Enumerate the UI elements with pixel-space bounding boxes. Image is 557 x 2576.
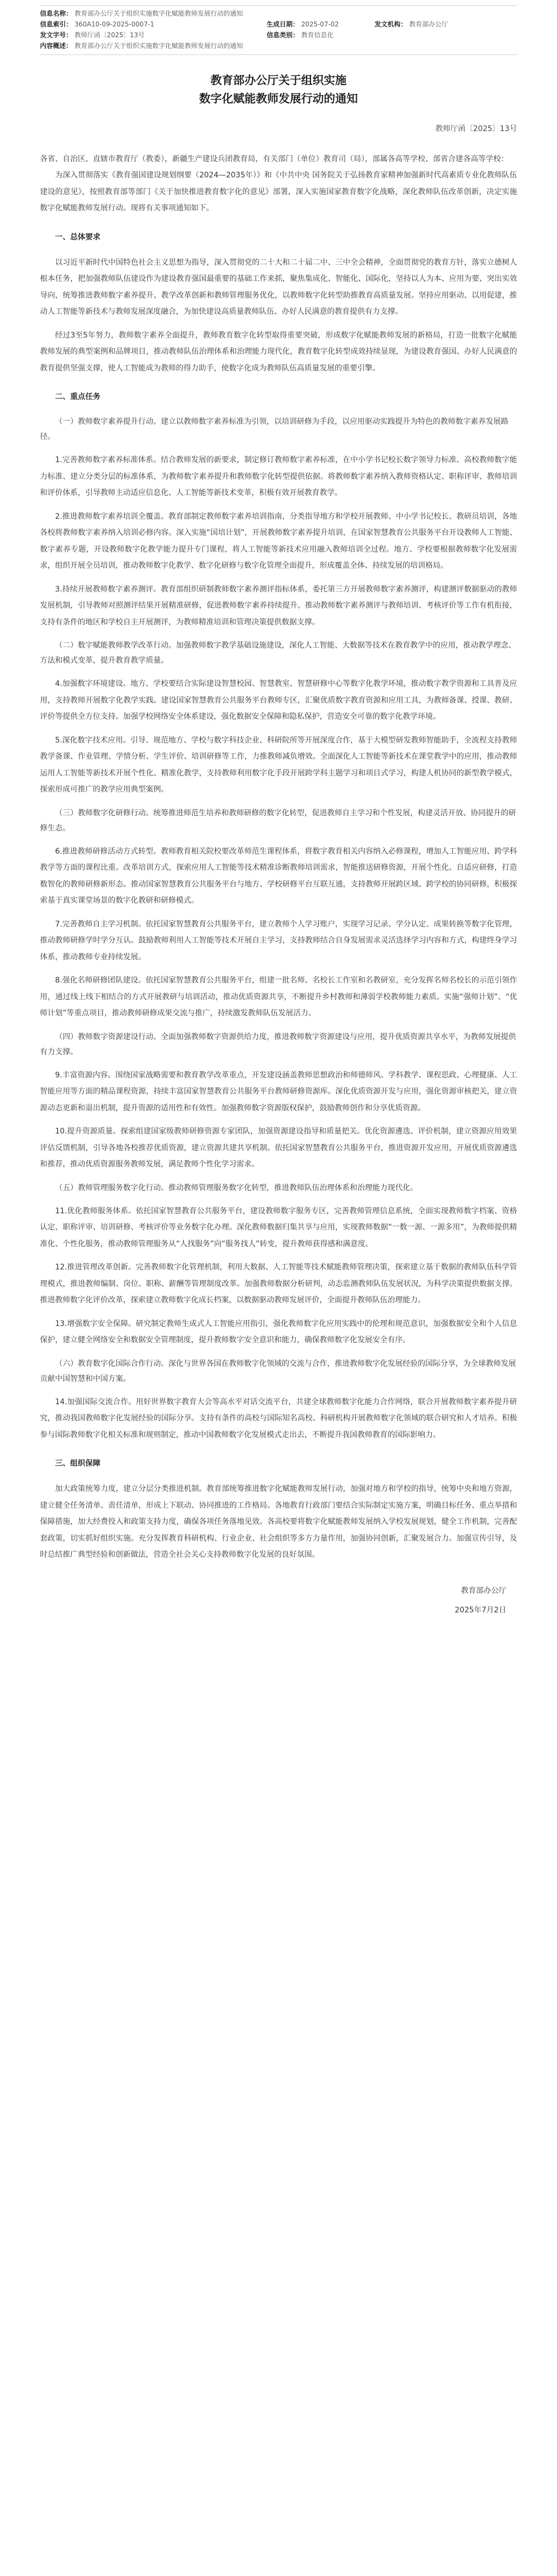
task-paragraph: 6.推进教师研修活动方式转型。教师教育相关院校要改革师范生课程体系，将数字教育相关内容纳入必修课程，增加人工智能应用、跨学科教学等方面的课程比重。改革培训方式，探索应用人工智能等技术精准诊断教师培训需求，智能推送研修资源，开展个性化、自适应研修，打造数智化的教师研修新形态。推动国家智慧教育公共服务平台与地方、学校研修平台互联互通，支持教师开展跨区域、跨学校的协同研修，积极探索基于真实课堂场景的数字化教研和研修模式。 (40, 847, 517, 905)
task-paragraph: 9.丰富资源内容。围绕国家战略需要和教育教学改革重点，开发建设涵盖教师思想政治和师德师风、学科教学、课程思政、心理健康、人工智能应用等方面的精品课程资源，持续丰富国家智慧教育公共服务平台教师研修资源库。深化优质资源开发与应用，强化资源审核把关，建立资源动态更新和退出机制，提升资源的适用性和有效性。加强教师数字资源版权保护，鼓励教师创作和分享优质资源。 (40, 1070, 517, 1112)
info-name-value: 教育部办公厅关于组织实施数字化赋能教师发展行动的通知 (74, 10, 243, 17)
section-heading-general-requirements: 一、总体要求 (55, 232, 100, 242)
task-paragraph: 11.优化教师服务体系。依托国家智慧教育公共服务平台，建设教师数字服务专区，完善教师管理信息系统，全面实现教师数字档案、资格认定、职称评审、培训研修、考核评价等业务数字化办理。深化教师数据归集共享与应用，实现教师数据“一数一源、一源多用”，为教师提供精准化、个性化服务，推动教师管理服务从“人找服务”向“服务找人”转变，提升教师获得感和满意度。 (40, 1206, 517, 1248)
subsection-heading: （六）教育数字化国际合作行动。深化与世界各国在教师数字化领域的交流与合作，推进教师数字化发展经验的国际分享，为全球教师发展贡献中国智慧和中国方案。 (40, 1359, 516, 1383)
info-index-value: 360A10-09-2025-0007-1 (74, 20, 154, 28)
document-number: 教师厅函〔2025〕13号 (435, 125, 517, 133)
info-name-label: 信息名称： (40, 10, 73, 17)
title-line-1: 教育部办公厅关于组织实施 (210, 74, 347, 87)
task-paragraph: 7.完善教师自主学习机制。依托国家智慧教育公共服务平台，建立教师个人学习账户，实现学习记录、学分认定、成果转换等数字化管理，推动教师研修学时学分互认。鼓励教师利用人工智能等技术开展自主学习，支持教师结合自身发展需求灵活选择学习内容和方式，构建终身学习体系，推动教师专业持续发展。 (40, 919, 517, 961)
gen-date-field (267, 19, 375, 30)
addressee: 各省、自治区、直辖市教育厅（教委），新疆生产建设兵团教育局，有关部门（单位）教育司（局），部属各高等学校、部省合建各高等学校： (40, 155, 508, 163)
task-paragraph: 14.加强国际交流合作。用好世界数字教育大会等高水平对话交流平台，共建全球教师数字化能力合作网络，联合开展教师数字素养提升研究，推动我国教师数字化发展经验的国际分享。支持有条件的高校与国际知名高校、科研机构开展教师数字化领域的联合研究和人才培养。积极参与国际教师数字化相关标准和规则制定，推动中国教师数字化发展模式走出去，不断提升我国教师教育的国际影响力。 (40, 1397, 517, 1439)
task-paragraph: 3.持续开展教师数字素养测评。教育部组织研制教师数字素养测评指标体系，委托第三方开展教师数字素养测评，构建测评数据驱动的教师发展机制，引导教师对照测评结果开展精准研修，促进教师数字素养持续提升。推动教师数字素养测评与教师培训、考核评价等工作有机衔接，支持有条件的地区和学校自主开展测评，为教师精准培训和管理决策提供数据支撑。 (40, 585, 517, 627)
document-title (40, 71, 517, 108)
summary-value: 教育部办公厅关于组织实施数字化赋能教师发展行动的通知 (74, 42, 243, 50)
metadata-row (40, 19, 517, 30)
subsection-heading: （四）教师数字资源建设行动。全面加强教师数字资源供给力度，推进教师数字资源建设与应用，提升优质资源共享水平，为教师发展提供有力支撑。 (40, 1032, 516, 1056)
subsection-heading: （一）教师数字素养提升行动。建立以教师数字素养标准为引领，以培训研修为手段，以应用驱动实践提升为特色的教师数字素养发展路径。 (40, 417, 508, 441)
doc-number-label: 发文字号： (40, 31, 73, 39)
task-paragraph: 13.增强数字安全保障。研究制定教师生成式人工智能应用指引，强化教师数字化应用实践中的伦理和规范意识，加强数据安全和个人信息保护，建立健全网络安全和数据安全管理制度，提升教师数字安全意识和能力，确保教师数字化发展安全有序。 (40, 1319, 517, 1344)
section-heading-organizational-support: 三、组织保障 (55, 1459, 100, 1468)
subsection-heading: （五）教师管理服务数字化行动。推动教师管理服务数字化转型，推进教师队伍治理体系和治理能力现代化。 (55, 1183, 418, 1192)
section-heading-key-tasks: 二、重点任务 (55, 393, 100, 401)
task-paragraph: 10.提升资源质量。探索组建国家级教师研修资源专家团队，加强资源建设指导和质量把关。优化资源遴选、评价机制，建立资源应用效果评估反馈机制，引导各地各校推荐优质资源，建立资源共建共享机制。依托国家智慧教育公共服务平台，推进资源开发应用，开展优质资源遴选和推荐，推动优质资源服务教师发展，满足教师个性化学习需求。 (40, 1127, 517, 1169)
gen-date-label: 生成日期： (267, 20, 300, 28)
intro-paragraph: 为深入贯彻落实《教育强国建设规划纲要（2024—2035年）》和《中共中央 国务院关于弘扬教育家精神加强新时代高素质专业化教师队伍建设的意见》，按照教育部等部门《关于加快推进教育数字化的意见》部署，深入实施国家教育数字化战略，深化教师队伍改革创新，决定实施数字化赋能教师发展行动。现将有关事项通知如下。 (40, 171, 517, 212)
metadata-row (40, 8, 517, 19)
body-paragraph: 经过3至5年努力，教师数字素养全面提升，教师教育数字化转型取得重要突破，形成数字化赋能教师发展的新格局，打造一批数字化赋能教师发展的典型案例和品牌项目，推动教师队伍治理体系和治理能力现代化，教育数字化转型成效持续显现，为建设教育强国、办好人民满意的教育提供坚强支撑，使人工智能成为教师的得力助手，使数字化成为教师队伍高质量发展的重要引擎。 (40, 331, 517, 373)
task-paragraph: 5.深化数字技术应用。引导、规范地方、学校与数字科技企业、科研院所等开展深度合作，基于大模型研发教师智能助手，全流程支持教师教学备课、作业管理、学情分析、学生评价、培训研修等工作，力推教师减负增效。全面深化人工智能等新技术在课堂教学中的应用，推动教师运用人工智能等新技术开展个性化、精准化教学，支持教师利用数字化手段开展跨学科主题学习和项目式学习，构建人机协同的新型教学模式，探索形成可推广的教学应用典型案例。 (40, 736, 517, 794)
metadata-row (40, 30, 517, 40)
issuer-signature: 教育部办公厅 (461, 1586, 506, 1595)
info-index-field (40, 19, 267, 30)
summary-label: 内容概述： (40, 42, 73, 50)
summary-field (40, 40, 243, 51)
category-field (267, 30, 375, 40)
info-index-label: 信息索引： (40, 20, 73, 28)
task-paragraph: 4.加强数字环境建设。地方、学校要结合实际建设智慧校园、智慧教室、智慧研修中心等数字化教学环境，推动数字教学资源和工具普及应用，支持教师开展数字化教学实践。建设国家智慧教育公共服务平台教师专区，汇聚优质数字教育资源和应用工具，为教师备课、授课、教研、评价等提供全方位支持。加强学校网络安全体系建设，强化数据安全保障和隐私保护，营造安全可靠的数字化教学环境。 (40, 679, 517, 721)
gen-date-value: 2025-07-02 (301, 20, 339, 28)
task-paragraph: 1.完善教师数字素养标准体系。结合教师发展的新要求，制定修订教师数字素养标准，在中小学书记校长数字领导力标准、高校教师数字能力标准、建立分类分层的标准体系，为教师数字素养提升和教师数字化转型提供依据。将教师数字素养纳入教师资格认定、职称评审、教师培训和评价体系，引导教师主动适应信息化、人工智能等新技术变革，积极有效开展教育教学。 (40, 456, 517, 497)
task-paragraph: 2.推进教师数字素养培训全覆盖。教育部制定教师数字素养培训指南，分类指导地方和学校开展教师、中小学书记校长、教研员培训，各地各校将教师数字素养纳入培训必修内容。深入实施“国培计划”，开展教师数字素养提升培训，在国家智慧教育公共服务平台开设教师人工智能、数字素养专题，开设教师数字化教学能力提升专门课程，将人工智能等新技术应用融入教师培训全过程。地方、学校要根据教师数字化发展需求，组织开展全员培训，推动教师数字化教学、数字化研修与数字化管理全面提升，形成覆盖全体、持续发展的培训格局。 (40, 512, 517, 570)
title-line-2: 数字化赋能教师发展行动的通知 (199, 92, 358, 105)
doc-number-value: 教师厅函〔2025〕13号 (74, 31, 145, 39)
info-name-field (40, 8, 243, 19)
doc-number-field (40, 30, 267, 40)
metadata-header (40, 5, 517, 55)
task-paragraph: 12.推进管理改革创新。完善教师数字化管理机制，利用大数据、人工智能等技术赋能教师管理决策，探索建立基于数据的教师队伍科学管理模式，推进教师编制、岗位、职称、薪酬等管理制度改革。加强教师数据分析研判，动态监测教师队伍发展状况，为科学决策提供数据支撑。推进教师数字化评价改革，探索建立教师数字化成长档案，以数据驱动教师发展评价，全面提升教师队伍治理能力。 (40, 1263, 517, 1304)
issuer-label: 发文机构： (375, 20, 407, 28)
body-paragraph: 加大政策统筹力度，建立分层分类推进机制。教育部统筹推进数字化赋能教师发展行动，加强对地方和学校的指导，统筹中央和地方资源，建立健全任务清单、责任清单，形成上下联动、协同推进的工作格局。各地教育行政部门要结合实际制定实施方案，明确目标任务、重点举措和保障措施，加大经费投入和政策支持力度，确保各项任务落地见效。各高校要将数字化赋能教师发展纳入学校发展规划，健全工作机制，完善配套政策，切实抓好组织实施。充分发挥教育科研机构、行业企业、社会组织等多方力量作用，加强协同创新，汇聚发展合力。加强宣传引导，及时总结推广典型经验和创新做法，营造全社会关心支持教师数字化发展的良好氛围。 (40, 1485, 517, 1559)
category-label: 信息类别： (267, 31, 300, 39)
metadata-row (40, 40, 517, 51)
task-paragraph: 8.强化名师研修团队建设。依托国家智慧教育公共服务平台，组建一批名师、名校长工作室和名教研室，充分发挥名师名校长的示范引领作用，通过线上线下相结合的方式开展教研与培训活动，推动优质资源共享，不断提升乡村教师和薄弱学校教师能力素质。实施“强师计划”、“优师计划”等重点项目，推动教师研修成果交流与推广，持续激发教师队伍发展活力。 (40, 976, 517, 1018)
body-paragraph: 以习近平新时代中国特色社会主义思想为指导，深入贯彻党的二十大和二十届二中、三中全会精神，全面贯彻党的教育方针，落实立德树人根本任务，把加强教师队伍建设作为建设教育强国最重要的基础工作来抓，聚焦集成化、智能化、国际化，坚持以人为本、应用为要、突出实效导向，统筹推进教师数字素养提升、教学改革创新和教师管理服务优化，以教师数字化转型助推教育高质量发展。坚持应用驱动、以用促建，推动人工智能等新技术与教师发展深度融合，为加快建设高质量教师队伍、办好人民满意的教育提供有力支撑。 (40, 258, 517, 316)
issuer-field (375, 19, 493, 30)
issuer-value: 教育部办公厅 (409, 20, 449, 28)
subsection-heading: （三）教师数字化研修行动。统筹推进师范生培养和教师研修的数字化转型，促进教师自主学习和个性发展，构建灵活开放、协同提升的研修生态。 (40, 808, 516, 833)
subsection-heading: （二）数字赋能教师教学改革行动。加强教师数字教学基础设施建设，深化人工智能、大数据等技术在教育教学中的应用，推动教学理念、方法和模式变革，提升教育教学质量。 (40, 641, 516, 665)
category-value: 教育信息化 (301, 31, 334, 39)
issue-date: 2025年7月2日 (454, 1605, 506, 1615)
